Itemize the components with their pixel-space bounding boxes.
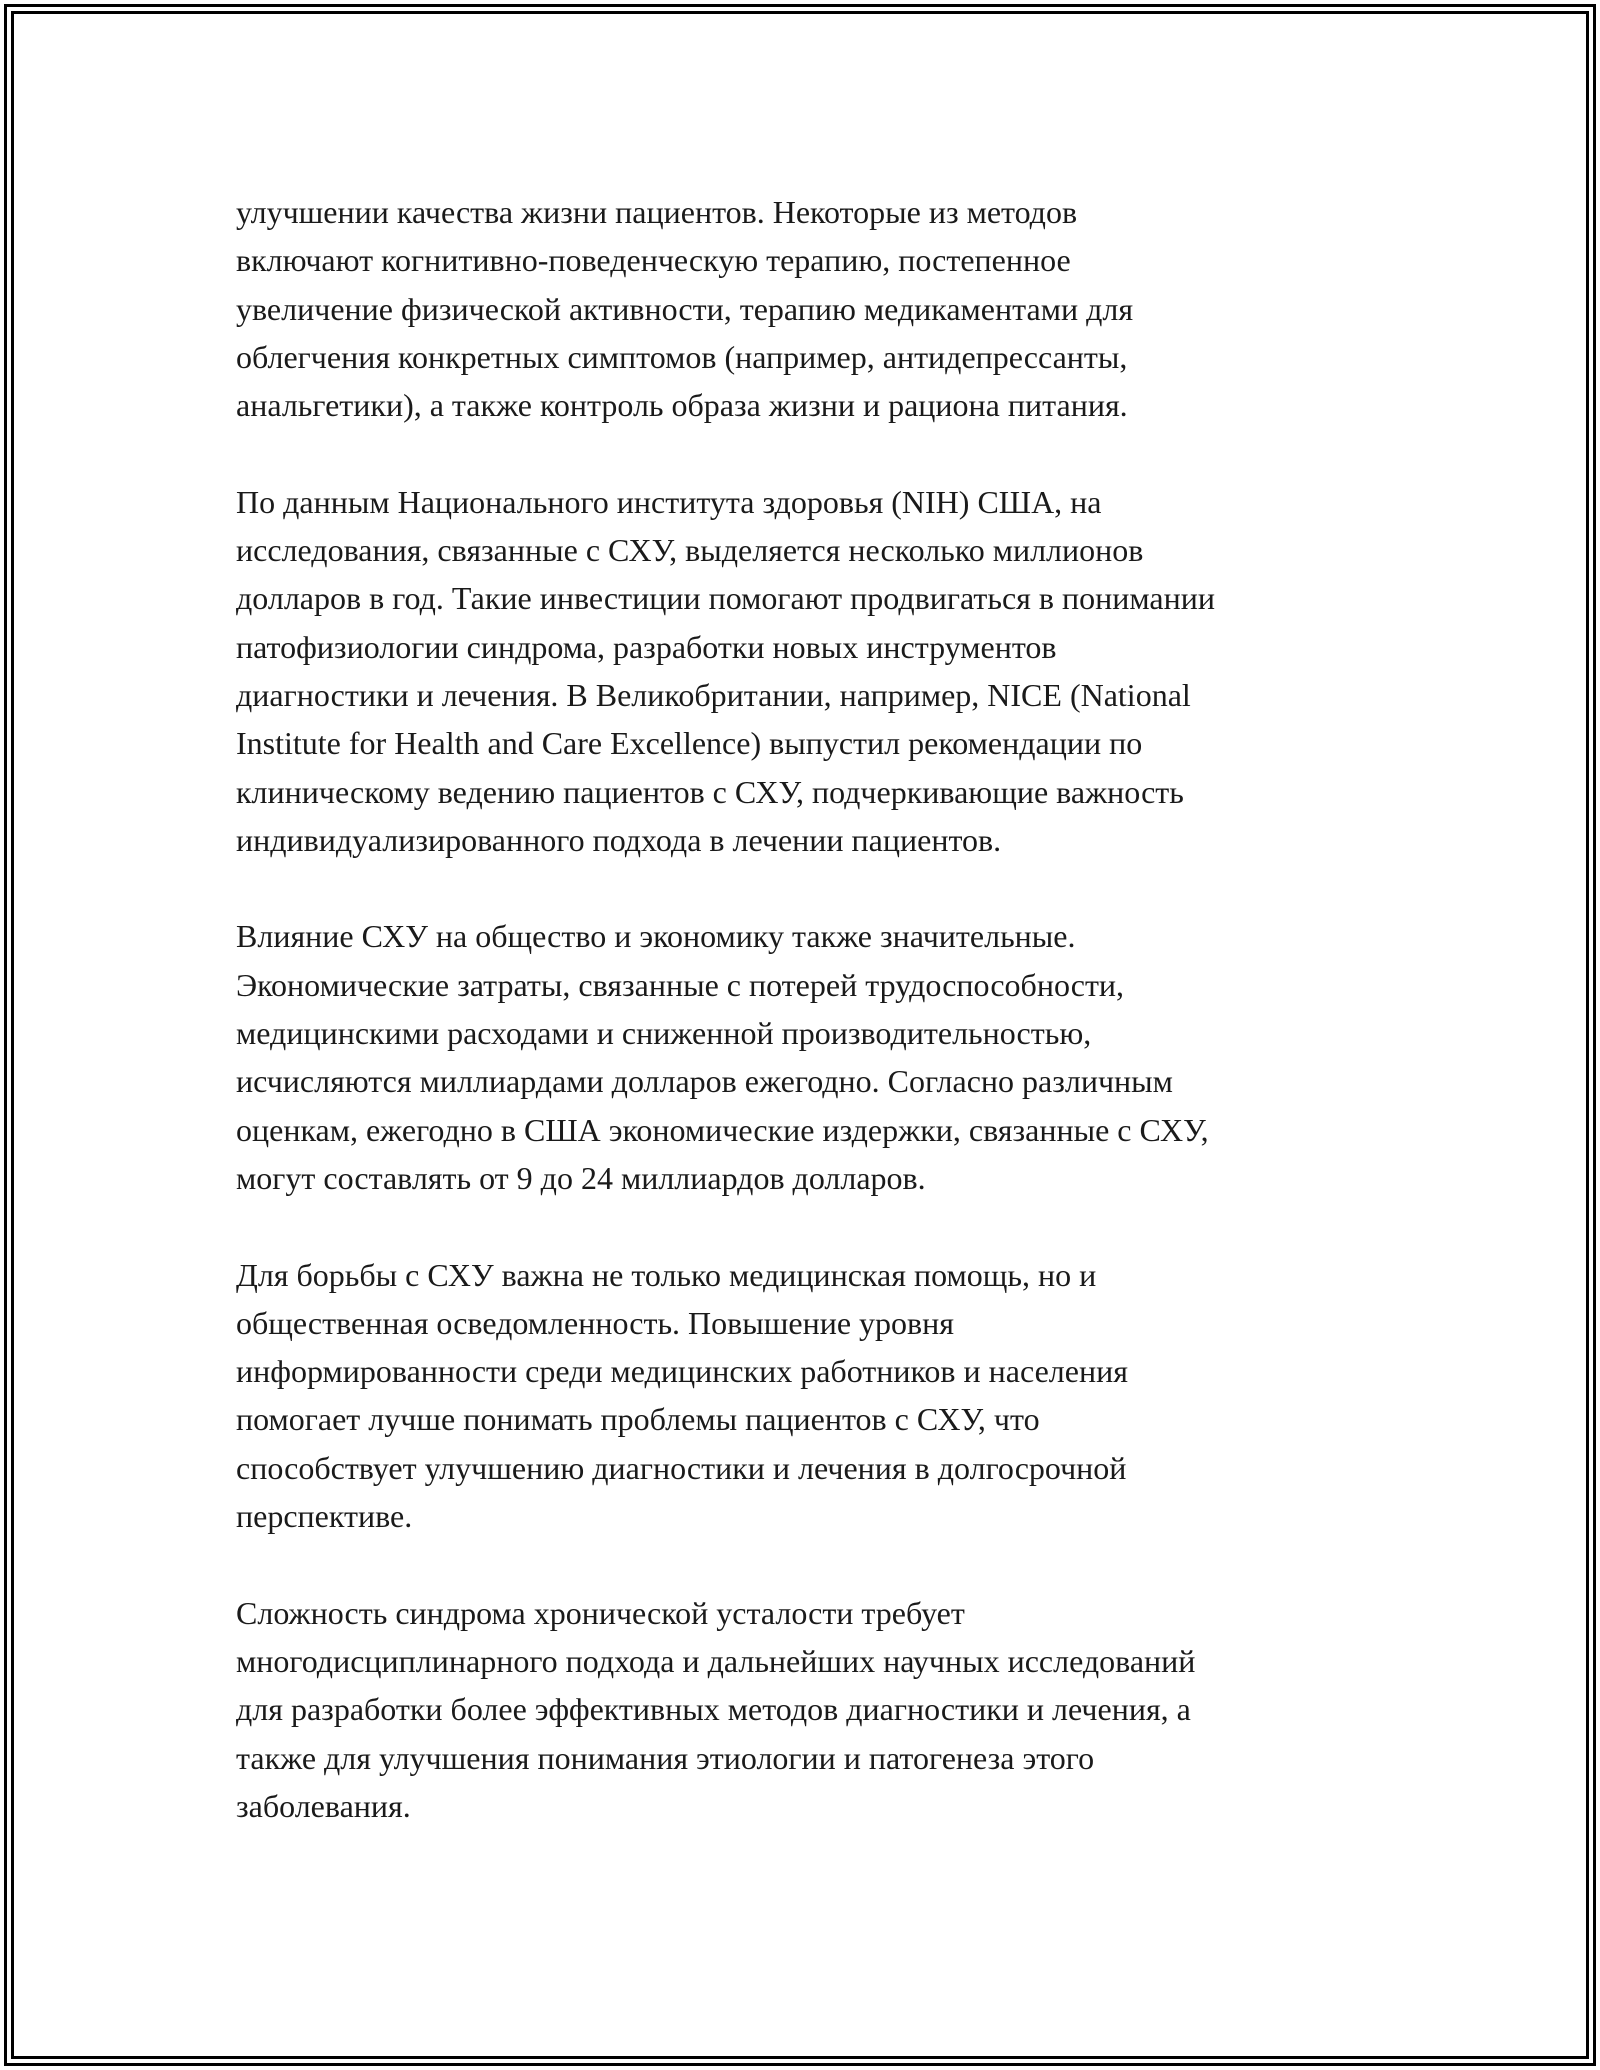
paragraph-conclusion: Сложность синдрома хронической усталости требует многодисциплинарного подхода и дальнейших научных исследований для разработки более эффективных методов диагностики и лечения, а также для улучшения понимания этиологии и патогенеза этого заболевания. — [236, 1594, 1196, 1824]
paragraph-economic-impact: Влияние СХУ на общество и экономику также значительные. Экономические затраты, связанные с потерей трудоспособности, медицинскими расходами и сниженной производительностью, исчисляются миллиардами долларов ежегодно. Согласно различным оценкам, ежегодно в США экономические издержки, связанные с СХУ, могут составлять от 9 до 24 миллиардов долларов. — [236, 918, 1209, 1196]
paragraph-public-awareness: Для борьбы с СХУ важна не только медицинская помощь, но и общественная осведомленность. Повышение уровня информированности среди медицинских работников и населения помогает лучше понимать проблемы пациентов с СХУ, что способствует улучшению диагностики и лечения в долгосрочной перспективе. — [236, 1256, 1128, 1535]
paragraph-research-funding: По данным Национального института здоровья (NIH) США, на исследования, связанные с СХУ, выделяется несколько миллионов долларов в год. Такие инвестиции помогают продвигаться в понимании патофизиологии синдрома, разработки новых инструментов диагностики и лечения. В Великобритании, например, NICE (National Institute for Health and Care Excellence) выпустил рекомендации по клиническому ведению пациентов с СХУ, подчеркивающие важность индивидуализированного подхода в лечении пациентов. — [236, 483, 1215, 858]
document-body — [236, 188, 1386, 1830]
paragraph-treatment-methods: улучшении качества жизни пациентов. Некоторые из методов включают когнитивно-поведенческую терапию, постепенное увеличение физической активности, терапию медикаментами для облегчения конкретных симптомов (например, антидепрессанты, анальгетики), а также контроль образа жизни и рациона питания. — [236, 194, 1134, 424]
